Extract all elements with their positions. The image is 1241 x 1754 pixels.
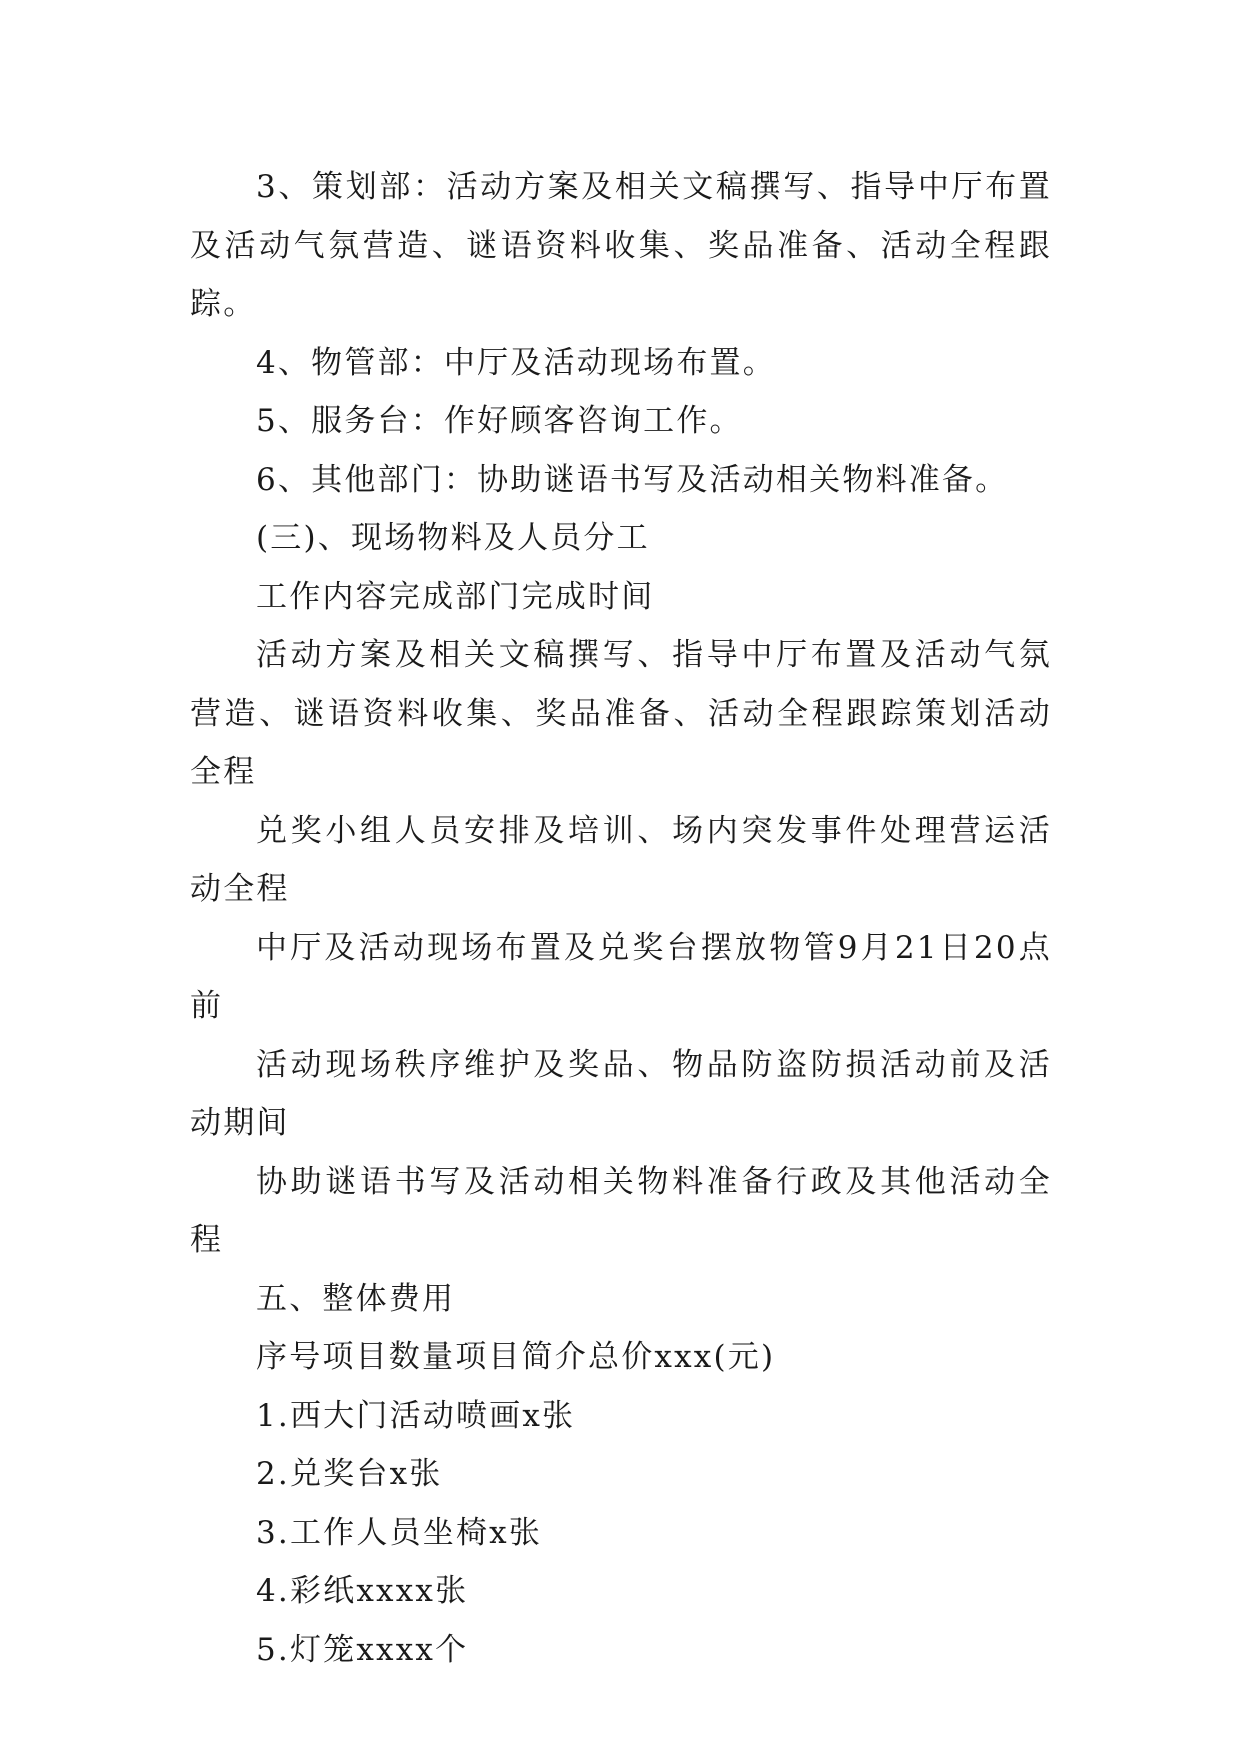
section-heading-overall-cost: 五、整体费用 [256,1280,456,1317]
table-header-tasks: 工作内容完成部门完成时间 [256,578,655,615]
paragraph-planning-dept: 3、策划部：活动方案及相关文稿撰写、指导中厅布置及活动气氛营造、谜语资料收集、奖品准备、活动全程跟踪。 [190,169,1052,322]
cost-item-3: 3.工作人员坐椅x张 [256,1514,543,1551]
task-row-security: 活动现场秩序维护及奖品、物品防盗防损活动前及活动期间 [190,1046,1052,1141]
document-body [190,158,1052,1679]
cost-table-header: 序号项目数量项目简介总价xxx(元) [256,1339,776,1375]
cost-item-2: 2.兑奖台x张 [256,1456,443,1492]
paragraph-service-desk: 5、服务台：作好顾客咨询工作。 [256,403,743,439]
paragraph-other-depts: 6、其他部门：协助谜语书写及活动相关物料准备。 [256,461,1009,498]
section-heading-onsite-materials: (三)、现场物料及人员分工 [256,520,650,556]
cost-item-1: 1.西大门活动喷画x张 [256,1397,576,1434]
task-row-riddle-writing: 协助谜语书写及活动相关物料准备行政及其他活动全程 [190,1163,1052,1258]
task-row-prize-team: 兑奖小组人员安排及培训、场内突发事件处理营运活动全程 [190,812,1052,907]
paragraph-property-dept: 4、物管部：中厅及活动现场布置。 [256,344,776,381]
task-row-hall-setup: 中厅及活动现场布置及兑奖台摆放物管9月21日20点前 [190,929,1052,1024]
task-row-planning: 活动方案及相关文稿撰写、指导中厅布置及活动气氛营造、谜语资料收集、奖品准备、活动全程跟踪策划活动全程 [190,637,1052,790]
cost-item-5: 5.灯笼xxxx个 [256,1631,469,1668]
cost-item-4: 4.彩纸xxxx张 [256,1573,469,1609]
